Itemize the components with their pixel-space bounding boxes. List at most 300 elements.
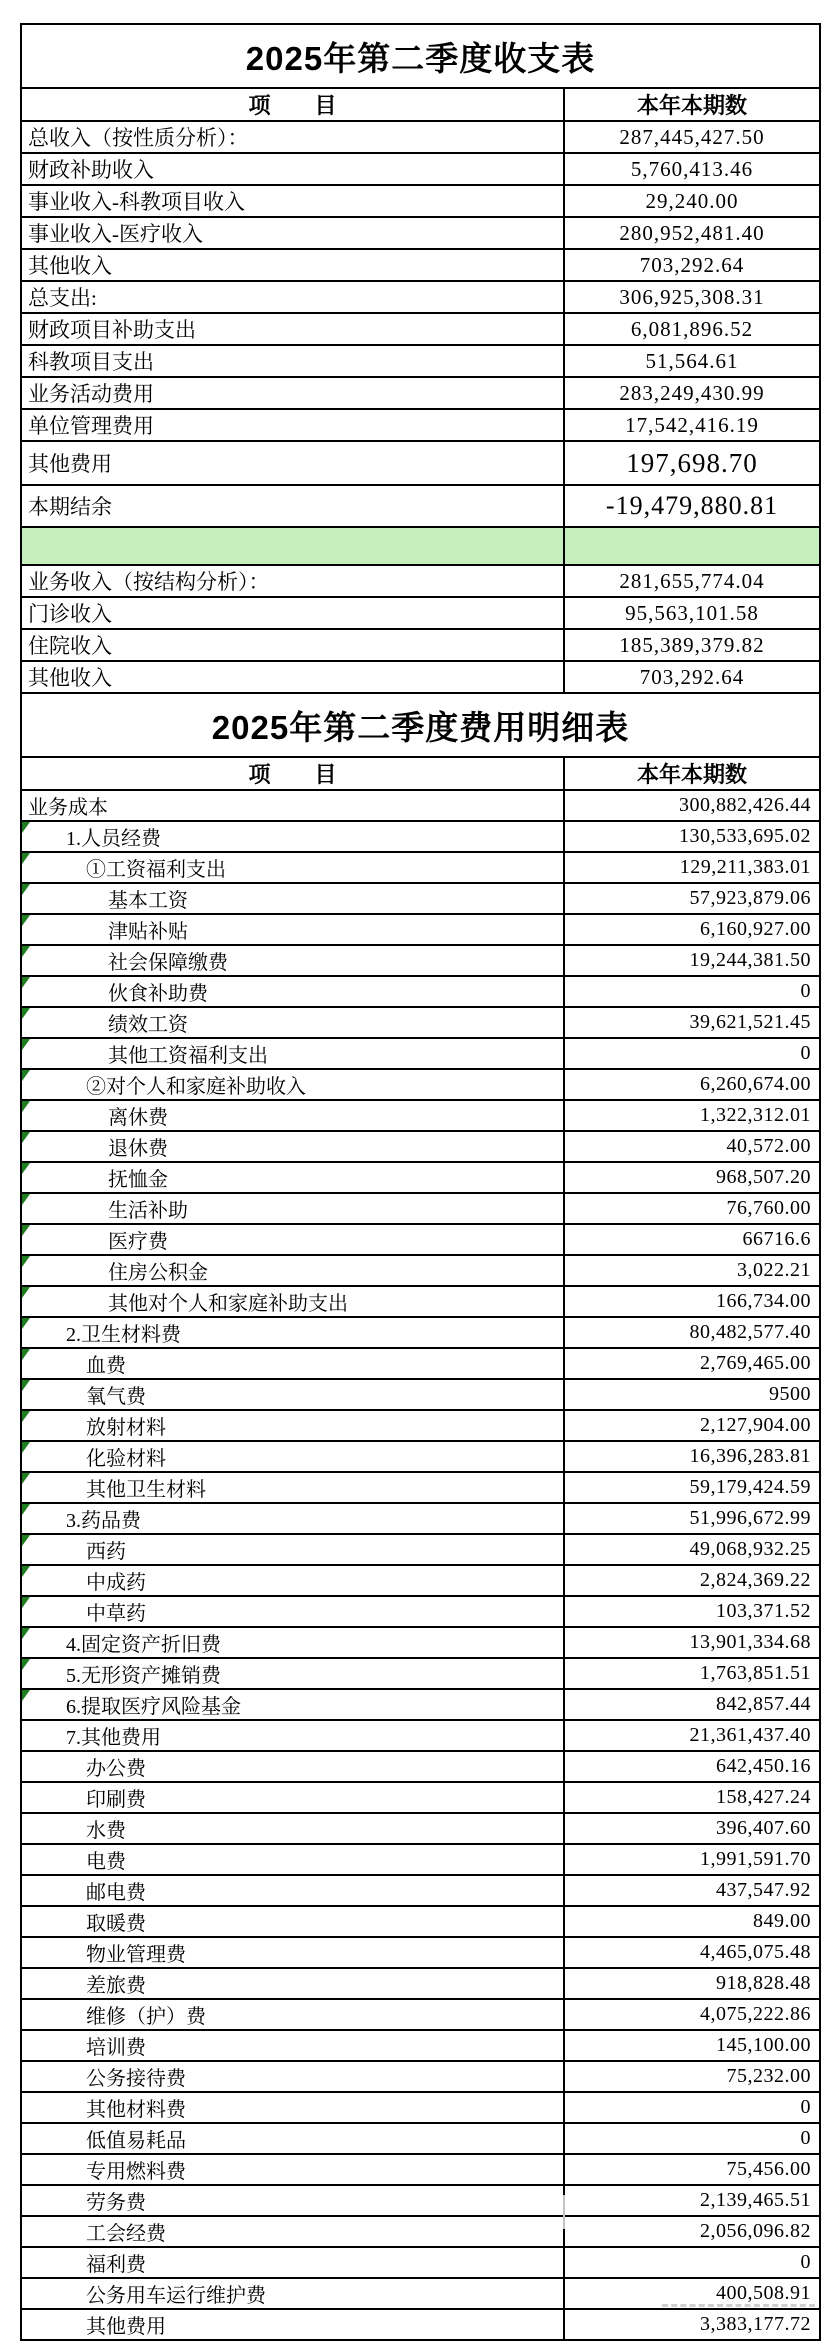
item-label: 中成药 [86,1572,146,1594]
item-cell [21,1472,564,1503]
value-cell: 21,361,437.40 [564,1720,820,1751]
value-cell: 283,249,430.99 [564,377,820,409]
comment-triangle-icon [22,1411,30,1422]
table-row [21,313,820,345]
value-cell: 166,734.00 [564,1286,820,1317]
item-label: 其他卫生材料 [86,1479,206,1501]
item-cell [21,1813,564,1844]
table-row [21,914,820,945]
item-cell [21,1689,564,1720]
value-cell: 300,882,426.44 [564,790,820,821]
item-cell [21,2123,564,2154]
item-label: 中草药 [86,1603,146,1625]
table-row [21,2309,820,2340]
item-label: 本期结余 [28,495,112,519]
item-label: 财政项目补助支出 [28,318,196,342]
item-cell [21,1317,564,1348]
value-cell: 1,991,591.70 [564,1844,820,1875]
item-label: 福利费 [86,2254,146,2276]
value-cell: 306,925,308.31 [564,281,820,313]
table-row [21,1999,820,2030]
value-cell: 129,211,383.01 [564,852,820,883]
comment-triangle-icon [22,1070,30,1081]
item-cell [21,1038,564,1069]
item-cell [21,313,564,345]
table-row [21,345,820,377]
item-cell [21,1379,564,1410]
table-row [21,2247,820,2278]
item-cell [21,629,564,661]
item-cell [21,821,564,852]
expense-detail-table-title: 2025年第二季度费用明细表 [21,693,820,757]
item-label: 化验材料 [86,1448,166,1470]
income-expense-table-head [21,24,820,121]
value-cell: 29,240.00 [564,185,820,217]
value-cell: 145,100.00 [564,2030,820,2061]
item-label: 抚恤金 [108,1169,168,1191]
table-row [21,1441,820,1472]
comment-triangle-icon [22,915,30,926]
item-label: 2.卫生材料费 [66,1324,181,1346]
table-row [21,757,820,790]
value-cell: 103,371.52 [564,1596,820,1627]
value-cell: 185,389,379.82 [564,629,820,661]
item-cell [21,565,564,597]
item-label: 事业收入-科教项目收入 [28,190,245,214]
value-cell: -19,479,880.81 [564,485,820,527]
comment-triangle-icon [22,1566,30,1577]
value-cell: 0 [564,2247,820,2278]
item-label: 基本工资 [108,890,188,912]
value-cell: 57,923,879.06 [564,883,820,914]
table-row [21,1162,820,1193]
item-cell [21,1627,564,1658]
table-row [21,1689,820,1720]
item-label: 社会保障缴费 [108,952,228,974]
table-row [21,1875,820,1906]
item-cell [21,2278,564,2309]
item-cell [21,345,564,377]
value-cell: 59,179,424.59 [564,1472,820,1503]
table-row [21,1007,820,1038]
value-cell: 197,698.70 [564,441,820,485]
item-label: 7.其他费用 [66,1727,161,1749]
value-cell: 642,450.16 [564,1751,820,1782]
item-label: 退休费 [108,1138,168,1160]
table-row [21,1069,820,1100]
table-row [21,409,820,441]
item-label: 公务用车运行维护费 [86,2285,266,2307]
item-cell [21,1534,564,1565]
item-cell [21,217,564,249]
value-cell: 2,056,096.82 [564,2216,820,2247]
income-expense-table-title: 2025年第二季度收支表 [21,24,820,88]
item-cell [21,1348,564,1379]
item-cell [21,1224,564,1255]
item-cell [21,281,564,313]
item-label: 放射材料 [86,1417,166,1439]
item-label: ②对个人和家庭补助收入 [86,1076,306,1098]
item-cell [21,1069,564,1100]
value-cell: 0 [564,976,820,1007]
item-label: 物业管理费 [86,1944,186,1966]
value-cell: 49,068,932.25 [564,1534,820,1565]
item-cell [21,441,564,485]
comment-triangle-icon [22,1101,30,1112]
comment-triangle-icon [22,1690,30,1701]
value-cell: 3,383,177.72 [564,2309,820,2340]
item-label: 业务成本 [28,797,108,819]
value-cell: 2,824,369.22 [564,1565,820,1596]
item-cell [21,945,564,976]
item-cell [21,1286,564,1317]
table-row [21,1782,820,1813]
item-cell [21,1782,564,1813]
table-row [21,693,820,757]
table-row [21,88,820,121]
table-row [21,1286,820,1317]
table-row [21,1193,820,1224]
value-cell: 39,621,521.45 [564,1007,820,1038]
value-cell: 6,160,927.00 [564,914,820,945]
item-cell [21,377,564,409]
item-cell [21,1906,564,1937]
table-row [21,1255,820,1286]
table-row [21,976,820,1007]
table-row [21,597,820,629]
table-row [21,1937,820,1968]
item-cell [21,185,564,217]
item-label: 专用燃料费 [86,2161,186,2183]
item-cell [21,2309,564,2340]
value-cell: 76,760.00 [564,1193,820,1224]
item-label: 其他工资福利支出 [108,1045,268,1067]
table-row [21,24,820,88]
comment-triangle-icon [22,1039,30,1050]
item-cell [21,597,564,629]
value-column-header: 本年本期数 [564,88,820,121]
item-label: 培训费 [86,2037,146,2059]
table-row [21,377,820,409]
item-label: 水费 [86,1820,126,1842]
item-label: 住房公积金 [108,1262,208,1284]
table-row [21,1224,820,1255]
value-cell: 2,139,465.51 [564,2185,820,2216]
item-cell [21,2216,564,2247]
item-label: 劳务费 [86,2192,146,2214]
item-label: 4.固定资产折旧费 [66,1634,221,1656]
item-label: 总收入（按性质分析）： [28,126,249,150]
table-row [21,629,820,661]
value-cell [564,527,820,565]
income-expense-table-body [21,121,820,693]
table-row [21,2123,820,2154]
item-column-header: 项 目 [21,88,564,121]
item-cell [21,1720,564,1751]
item-label: 6.提取医疗风险基金 [66,1696,241,1718]
item-cell [21,1255,564,1286]
quarterly-finance-table [20,23,821,2341]
item-label: 5.无形资产摊销费 [66,1665,221,1687]
item-label: 伙食补助费 [108,983,208,1005]
value-cell: 66716.6 [564,1224,820,1255]
comment-triangle-icon [22,1659,30,1670]
table-row [21,2030,820,2061]
table-row [21,2092,820,2123]
comment-triangle-icon [22,1597,30,1608]
item-label: 西药 [86,1541,126,1563]
item-label: 离休费 [108,1107,168,1129]
item-label: 3.药品费 [66,1510,141,1532]
item-label: 邮电费 [86,1882,146,1904]
comment-triangle-icon [22,1256,30,1267]
comment-triangle-icon [22,1473,30,1484]
item-label: 事业收入-医疗收入 [28,222,203,246]
item-cell [21,661,564,693]
value-cell: 4,075,222.86 [564,1999,820,2030]
value-cell: 16,396,283.81 [564,1441,820,1472]
item-label: 血费 [86,1355,126,1377]
item-cell [21,1162,564,1193]
table-row [21,2185,820,2216]
table-row [21,1968,820,1999]
item-label: 总支出: [28,286,97,310]
item-cell [21,1193,564,1224]
value-cell: 158,427.24 [564,1782,820,1813]
item-label: 办公费 [86,1758,146,1780]
item-cell [21,1441,564,1472]
item-label: 低值易耗品 [86,2130,186,2152]
item-cell [21,249,564,281]
value-cell: 75,232.00 [564,2061,820,2092]
item-label: 取暖费 [86,1913,146,1935]
table-row [21,485,820,527]
item-cell [21,409,564,441]
value-cell: 0 [564,2123,820,2154]
item-label: 公务接待费 [86,2068,186,2090]
value-cell: 281,655,774.04 [564,565,820,597]
gridline-continuation [563,2195,565,2229]
table-row [21,1627,820,1658]
item-label: 其他费用 [28,452,112,476]
value-cell: 0 [564,1038,820,1069]
item-label: 维修（护）费 [86,2006,206,2028]
comment-triangle-icon [22,1628,30,1639]
item-label: 科教项目支出 [28,350,154,374]
table-row [21,1100,820,1131]
value-cell: 703,292.64 [564,661,820,693]
value-cell: 80,482,577.40 [564,1317,820,1348]
item-cell [21,2185,564,2216]
table-row [21,2061,820,2092]
table-row [21,1596,820,1627]
item-label: 1.人员经费 [66,828,161,850]
comment-triangle-icon [22,1163,30,1174]
item-label: 单位管理费用 [28,414,154,438]
item-cell [21,852,564,883]
value-cell: 3,022.21 [564,1255,820,1286]
table-row [21,1751,820,1782]
item-cell [21,1503,564,1534]
comment-triangle-icon [22,822,30,833]
table-row [21,1565,820,1596]
item-cell [21,2092,564,2123]
item-cell [21,1968,564,1999]
item-cell [21,1410,564,1441]
item-cell [21,1658,564,1689]
item-cell [21,790,564,821]
item-label: 医疗费 [108,1231,168,1253]
table-row [21,527,820,565]
item-column-header: 项 目 [21,757,564,790]
value-cell: 842,857.44 [564,1689,820,1720]
value-cell: 5,760,413.46 [564,153,820,185]
item-cell [21,2247,564,2278]
table-row [21,945,820,976]
value-cell: 0 [564,2092,820,2123]
item-cell [21,976,564,1007]
comment-triangle-icon [22,884,30,895]
table-row [21,1658,820,1689]
value-cell: 95,563,101.58 [564,597,820,629]
value-column-header: 本年本期数 [564,757,820,790]
table-row [21,1472,820,1503]
item-label: ①工资福利支出 [86,859,226,881]
item-cell [21,1875,564,1906]
comment-triangle-icon [22,1132,30,1143]
value-cell: 75,456.00 [564,2154,820,2185]
item-label: 其他费用 [86,2316,166,2338]
comment-triangle-icon [22,1380,30,1391]
item-cell [21,1937,564,1968]
table-row [21,2154,820,2185]
item-cell [21,121,564,153]
value-cell: 703,292.64 [564,249,820,281]
table-row [21,1503,820,1534]
comment-triangle-icon [22,1349,30,1360]
item-cell [21,1596,564,1627]
item-label: 其他材料费 [86,2099,186,2121]
item-cell [21,1565,564,1596]
table-row [21,1379,820,1410]
item-cell [21,2154,564,2185]
table-row [21,185,820,217]
item-label: 津贴补贴 [108,921,188,943]
item-label: 工会经费 [86,2223,166,2245]
item-label: 差旅费 [86,1975,146,1997]
value-cell: 400,508.91 [564,2278,820,2309]
item-label: 门诊收入 [28,602,112,626]
table-row [21,565,820,597]
table-row [21,2216,820,2247]
value-cell: 1,322,312.01 [564,1100,820,1131]
value-cell: 2,769,465.00 [564,1348,820,1379]
item-cell [21,527,564,565]
value-cell: 437,547.92 [564,1875,820,1906]
item-label: 业务收入（按结构分析）： [28,570,270,594]
financial-report-sheet [20,23,819,2341]
table-row [21,441,820,485]
value-cell: 17,542,416.19 [564,409,820,441]
item-cell [21,1131,564,1162]
item-label: 其他收入 [28,666,112,690]
table-row [21,821,820,852]
table-row [21,153,820,185]
item-label: 其他对个人和家庭补助支出 [108,1293,348,1315]
item-label: 印刷费 [86,1789,146,1811]
comment-triangle-icon [22,1504,30,1515]
table-row [21,1844,820,1875]
value-cell: 51,996,672.99 [564,1503,820,1534]
value-cell: 280,952,481.40 [564,217,820,249]
value-cell: 918,828.48 [564,1968,820,1999]
value-cell: 51,564.61 [564,345,820,377]
item-cell [21,1844,564,1875]
table-row [21,1720,820,1751]
comment-triangle-icon [22,1194,30,1205]
table-row [21,790,820,821]
table-row [21,281,820,313]
item-cell [21,1007,564,1038]
comment-triangle-icon [22,1535,30,1546]
table-row [21,1038,820,1069]
item-label: 业务活动费用 [28,382,154,406]
value-cell: 130,533,695.02 [564,821,820,852]
expense-detail-table-body [21,790,820,2340]
table-row [21,217,820,249]
item-label: 财政补助收入 [28,158,154,182]
table-row [21,1906,820,1937]
table-row [21,1813,820,1844]
item-label: 电费 [86,1851,126,1873]
table-row [21,661,820,693]
comment-triangle-icon [22,1287,30,1298]
comment-triangle-icon [22,946,30,957]
item-cell [21,1999,564,2030]
table-row [21,852,820,883]
table-row [21,249,820,281]
table-row [21,2278,820,2309]
item-cell [21,914,564,945]
value-cell: 396,407.60 [564,1813,820,1844]
item-cell [21,485,564,527]
table-row [21,1410,820,1441]
value-cell: 2,127,904.00 [564,1410,820,1441]
item-label: 绩效工资 [108,1014,188,1036]
item-label: 生活补助 [108,1200,188,1222]
table-row [21,883,820,914]
value-cell: 6,081,896.52 [564,313,820,345]
table-row [21,1131,820,1162]
comment-triangle-icon [22,1225,30,1236]
value-cell: 9500 [564,1379,820,1410]
comment-triangle-icon [22,853,30,864]
item-cell [21,1100,564,1131]
item-cell [21,883,564,914]
item-label: 氧气费 [86,1386,146,1408]
table-row [21,1348,820,1379]
item-cell [21,153,564,185]
item-cell [21,2061,564,2092]
value-cell: 849.00 [564,1906,820,1937]
table-row [21,121,820,153]
expense-detail-table-head [21,693,820,790]
item-label: 其他收入 [28,254,112,278]
value-cell: 6,260,674.00 [564,1069,820,1100]
value-cell: 19,244,381.50 [564,945,820,976]
comment-triangle-icon [22,977,30,988]
item-label: 住院收入 [28,634,112,658]
